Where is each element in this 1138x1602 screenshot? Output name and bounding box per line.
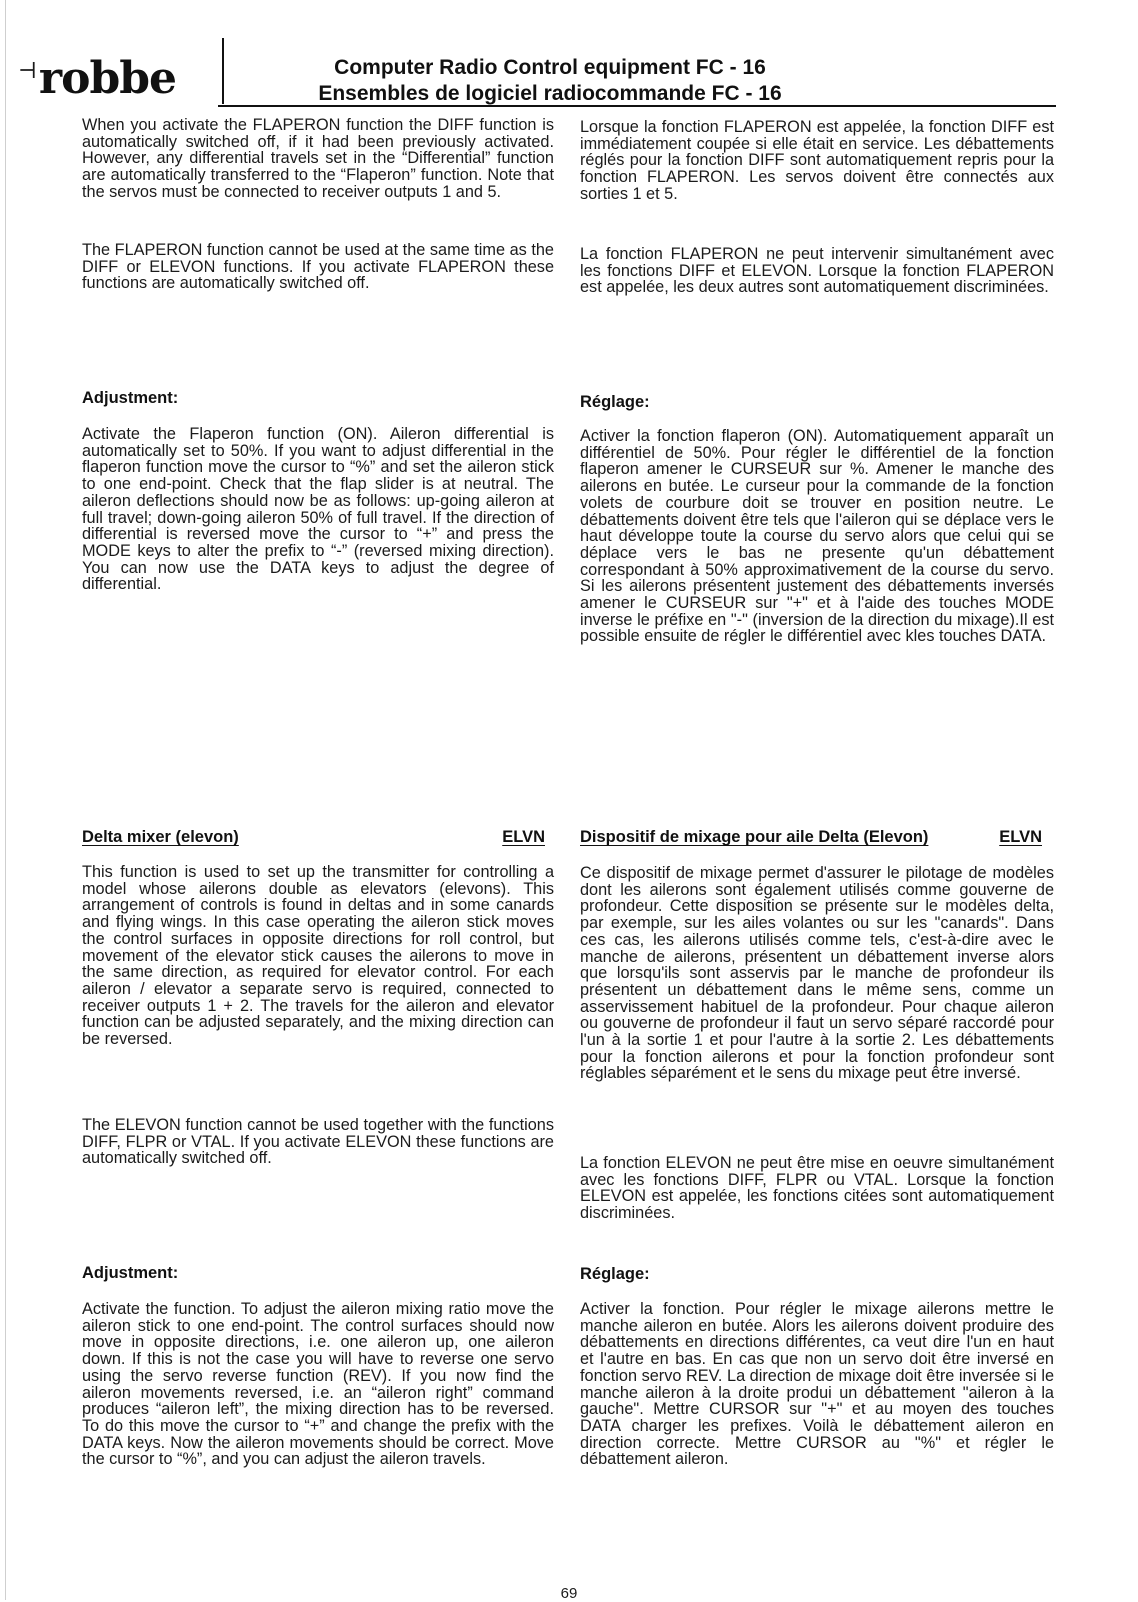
left-paragraph-flaperon-intro: When you activate the FLAPERON function the DIFF function is automatically switched off, if it had been previously activated. However, any differential travels set in the “Differential” function are automatically transferred to the “Flaperon” function. Note that the servos must be connected to receiver outputs 1 and 5.	[82, 116, 554, 201]
right-delta-heading-code: ELVN	[999, 828, 1042, 846]
left-paragraph-delta-description: This function is used to set up the transmitter for controlling a model whose ailerons double as elevators (elevons). This arrangement of controls is found in deltas and in some canards and flying wings. In this case operating the aileron stick moves the control surfaces in opposite directions for roll control, but movement of the elevator stick causes the ailerons to move in the same direction, as required for elevator control. For each aileron / elevator a separate servo is required, connected to receiver outputs 1 + 2. The travels for the aileron and elevator function can be adjusted separately, and the mixing direction can be reversed.	[82, 863, 554, 1049]
left-paragraph-flaperon-adjustment: Activate the Flaperon function (ON). Aileron differential is automatically set to 50%. If you want to adjust differential in the flaperon function move the cursor to “%” and set the aileron stick to one end-point. Check that the flap slider is at neutral. The aileron deflections should now be as follows: up-going aileron at full travel; down-going aileron 50% of full travel. If the direction of differential is reversed move the cursor to “+” and press the MODE keys to alter the prefix to “-” (reversed mixing direction). You can now use the DATA keys to adjust the degree of differential.	[82, 425, 554, 594]
left-adjustment-heading-2: Adjustment:	[82, 1264, 179, 1282]
right-paragraph-flaperon-conflict: La fonction FLAPERON ne peut intervenir simultanément avec les fonctions DIFF et ELEVON. Lorsque la fonction FLAPERON est appelée, les deux autres sont automatiquement discriminées.	[580, 245, 1054, 297]
logo-text: robbe	[38, 52, 176, 104]
right-paragraph-flaperon-adjustment: Activer la fonction flaperon (ON). Automatiquement apparaît un différentiel de 50%. Pour régler le différentiel de la fonction flaperon amener le CURSEUR sur %. Amener le manche des ailerons en butée. Le curseur pour la commande de la fonction volets de courbure doit se trouver en position neutre. Le débattements doivent être tels que l'aileron qui se déplace vers le haut développe toute la course du servo alors que celui qui se déplace vers le bas ne presente qu'un débattement correspondant à 50% approximativement de la course du servo. Si les ailerons présentent justement des débattements inversés amener le CURSEUR sur "+" et à l'aide des touches MODE inverse le préfixe en "-" (inversion de la direction du mixage).Il est possible ensuite de régler le différentiel avec kles touches DATA.	[580, 427, 1054, 646]
robbe-logo	[18, 50, 223, 106]
right-paragraph-elevon-conflict: La fonction ELEVON ne peut être mise en oeuvre simultanément avec les fonctions DIFF, FLPR ou VTAL. Lorsque la fonction ELEVON est appelée, les fonctions citées sont automatiquement discriminées.	[580, 1154, 1054, 1223]
left-adjustment-heading: Adjustment:	[82, 389, 179, 407]
header-titles	[230, 55, 870, 107]
right-delta-heading-title: Dispositif de mixage pour aile Delta (Elevon)	[580, 828, 929, 846]
right-paragraph-delta-description: Ce dispositif de mixage permet d'assurer le pilotage de modèles dont les ailerons sont également utilisés comme gouverne de profondeur. Cette disposition se présente sur le modèles delta, par exemple, sur les ailes volantes ou sur les "canards". Dans ces cas, les ailerons utilisés comme tels, c'est-à-dire avec le manche de ailerons, présentent un débattement inverse alors que lorsqu'ils sont asservis par le manche de profondeur ils présentent un débattement dans le même sens, comme un asservissement habituel de la profondeur. Pour chaque aileron ou gouverne de profondeur il faut un servo séparé raccordé pour l'un à la sortie 1 et pour l'autre à la sortie 2. Les débattements pour la fonction ailerons et pour la fonction profondeur sont réglables séparément et le sens du mixage peut être inversé.	[580, 864, 1054, 1083]
logo-mark-icon: ⊣	[18, 58, 37, 84]
right-reglage-heading: Réglage:	[580, 393, 650, 411]
right-paragraph-flaperon-intro: Lorsque la fonction FLAPERON est appelée, la fonction DIFF est immédiatement coupée si elle était en service. Les débattements réglés pour la fonction DIFF sont automatiquement repris pour la fonction FLAPERON. Les servos doivent être connectés aux sorties 1 et 5.	[580, 118, 1054, 203]
right-reglage-heading-2: Réglage:	[580, 1265, 650, 1283]
left-delta-heading-code: ELVN	[502, 828, 545, 846]
left-paragraph-flaperon-conflict: The FLAPERON function cannot be used at the same time as the DIFF or ELEVON functions. If you activate FLAPERON these functions are automatically switched off.	[82, 241, 554, 293]
page-number: 69	[560, 1585, 578, 1602]
left-paragraph-elevon-adjustment: Activate the function. To adjust the aileron mixing ratio move the aileron stick to one end-point. The control surfaces should now move in opposite directions, i.e. one aileron up, one aileron down. If this is not the case you will have to reverse one servo using the servo reverse function (REV). If you now find the aileron movements reversed, i.e. an “aileron right” command produces “aileron left”, the mixing direction has to be reversed. To do this move the cursor to “+” and change the prefix with the DATA keys. Now the aileron movements should be correct. Move the cursor to “%”, and you can adjust the aileron travels.	[82, 1300, 554, 1469]
left-paragraph-elevon-conflict: The ELEVON function cannot be used together with the functions DIFF, FLPR or VTAL. If you activate ELEVON these functions are automatically switched off.	[82, 1116, 554, 1168]
header-divider	[222, 38, 224, 104]
left-delta-heading-title: Delta mixer (elevon)	[82, 828, 239, 846]
right-paragraph-elevon-adjustment: Activer la fonction. Pour régler le mixage ailerons mettre le manche aileron en butée. Alors les ailerons doivent produire des débattements en directions différentes, ca veut dire l'un en haut et l'autre en bas. En cas que non un servo doit être inversé en fonction servo REV. La direction de mixage doit être inversée si le manche aileron à la droite produi un débattement "aileron à la gauche". Mettre CURSOR sur "+" et au moyen des touches DATA charger les prefixes. Voilà le débattement aileron en direction correcte. Mettre CURSOR au "%" et régler le débattement aileron.	[580, 1300, 1054, 1469]
header-title-fr: Ensembles de logiciel radiocommande FC - 16	[318, 82, 782, 105]
header-title-en: Computer Radio Control equipment FC - 16	[334, 56, 766, 79]
header-rule	[218, 105, 1056, 107]
left-delta-heading	[82, 827, 545, 847]
binding-edge-line	[5, 0, 6, 1600]
right-delta-heading	[580, 827, 1042, 847]
